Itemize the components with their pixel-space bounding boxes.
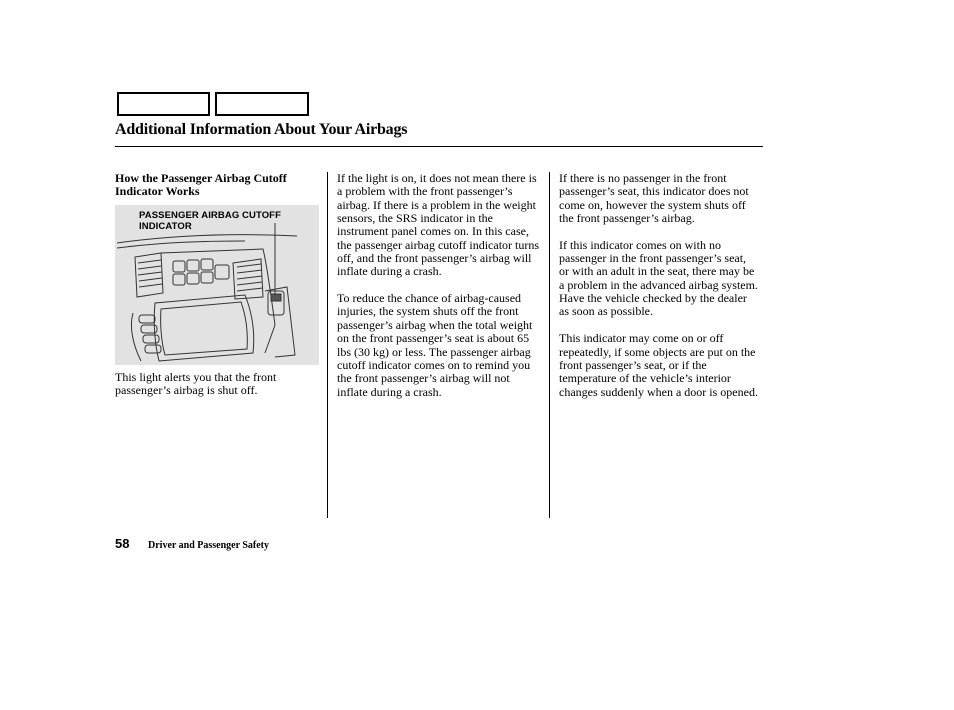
figure-callout-label: [139, 210, 281, 232]
paragraph: If there is no passenger in the front passenger’s seat, this indicator does not come on, however the system shuts off the front passenger’s airbag.: [559, 171, 749, 226]
nav-tab-box-left[interactable]: [117, 92, 210, 116]
section-heading: How the Passenger Airbag Cutoff Indicator Works: [115, 171, 287, 199]
nav-tab-box-right[interactable]: [215, 92, 309, 116]
column-2: [337, 172, 542, 412]
column-3: [559, 172, 759, 412]
page-title: Additional Information About Your Airbags: [115, 121, 408, 138]
paragraph: If the light is on, it does not mean there is a problem with the front passenger’s airbag. If there is a problem in the weight sensors, the SRS indicator in the instrument panel comes on. In this case, the passenger airbag cutoff indicator turns off, and the front passenger’s airbag will inflate during a crash.: [337, 171, 540, 279]
column-divider-1: [327, 172, 328, 518]
figure-caption: This light alerts you that the front passenger’s airbag is shut off.: [115, 370, 277, 398]
figure-label-line1: PASSENGER AIRBAG CUTOFF: [139, 210, 281, 221]
footer-section-title: Driver and Passenger Safety: [148, 540, 270, 551]
paragraph: If this indicator comes on with no passenger in the front passenger’s seat, or with an adult in the seat, there may be a problem in the advanced airbag system. Have the vehicle checked by the dealer as soon as possible.: [559, 237, 758, 319]
figure-label-line2: INDICATOR: [139, 221, 192, 232]
title-rule: [115, 146, 763, 147]
column-divider-2: [549, 172, 550, 518]
page-number: 58: [115, 536, 130, 551]
column-1: [115, 172, 320, 199]
paragraph: This indicator may come on or off repeatedly, if some objects are put on the front passenger’s seat, or if the temperature of the vehicle’s interior changes suddenly when a door is opened.: [559, 331, 758, 399]
dashboard-illustration: [115, 205, 319, 365]
paragraph: To reduce the chance of airbag-caused injuries, the system shuts off the front passenger’s airbag when the total weight on the front passenger’s seat is about 65 lbs (30 kg) or less. The passenger airbag cutoff indicator comes on to remind you the front passenger’s airbag will not inflate during a crash.: [337, 291, 533, 399]
